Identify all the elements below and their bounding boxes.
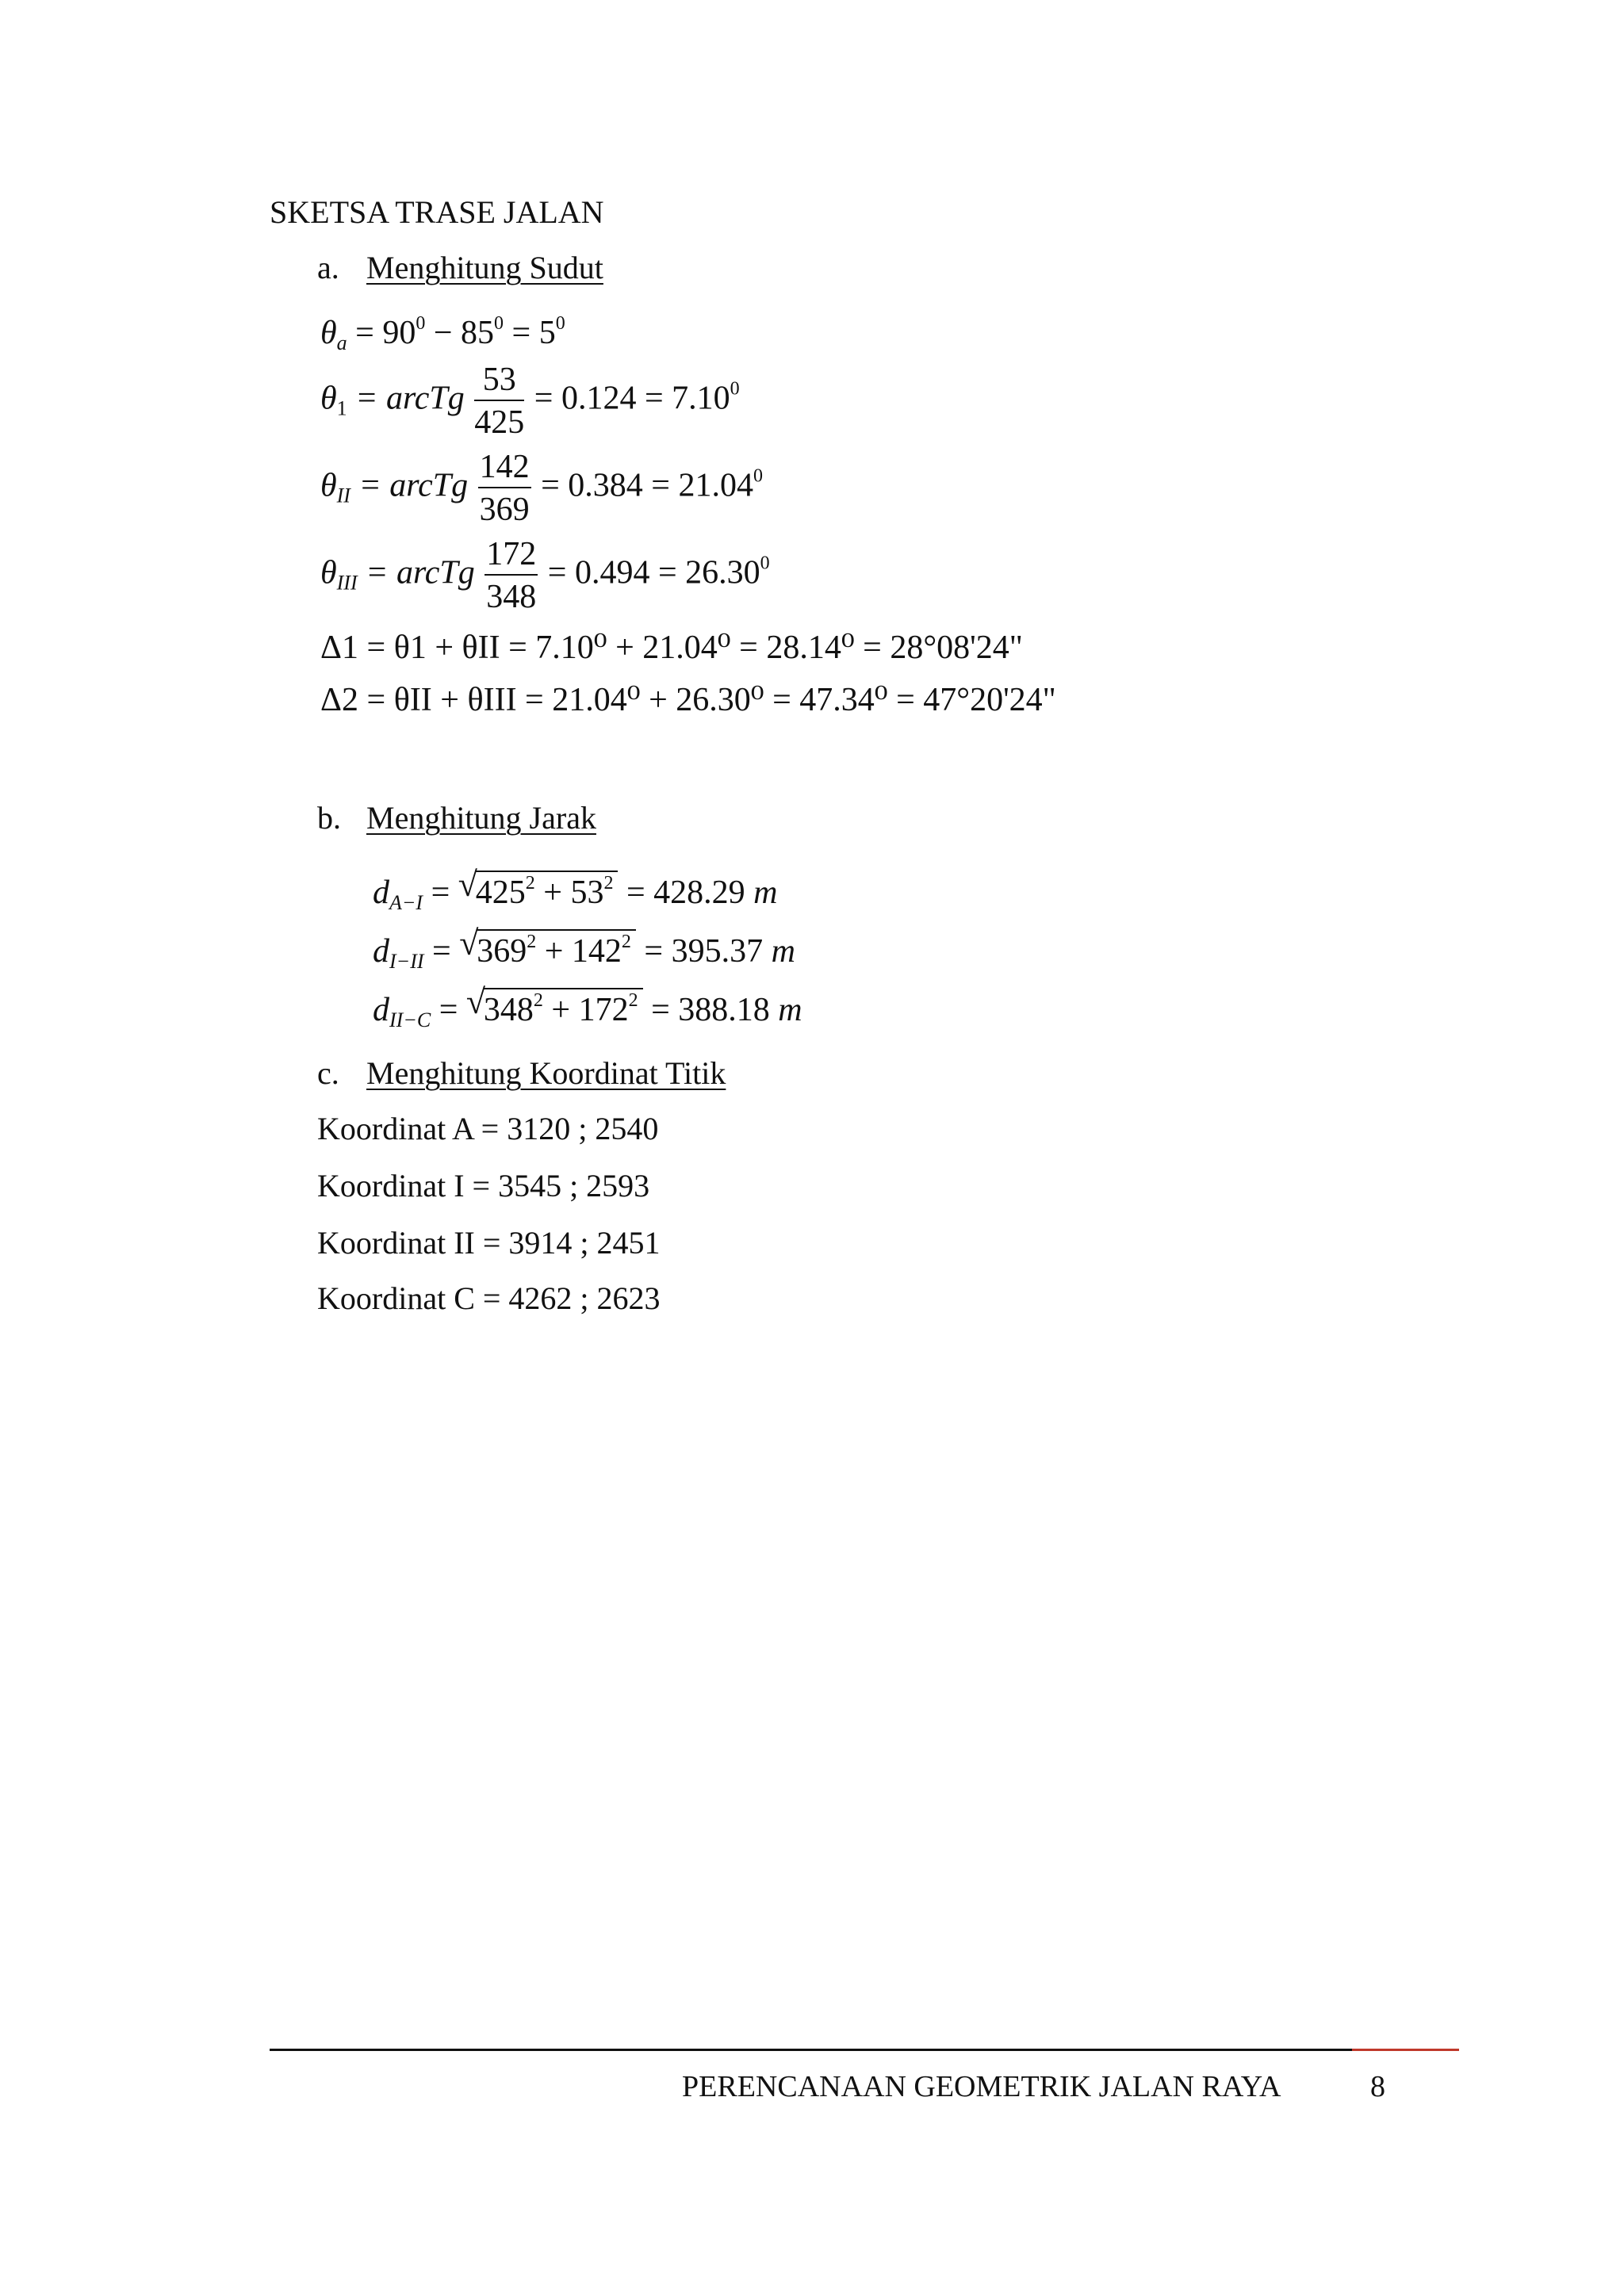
fraction-denominator: 369 <box>479 492 530 528</box>
theta-symbol: θ <box>320 380 337 417</box>
fraction-numerator: 172 <box>485 538 538 576</box>
theta-symbol: θ <box>320 315 337 351</box>
equation-theta-a: $\theta_a = 90^0 - 85^0 = 5^0$ <box>320 313 565 354</box>
distance-row: $d_{I-II}$ = √ $369^2 + 142^2 = 395.37$ m <box>373 924 795 973</box>
page-heading: SKETSA TRASE JALAN <box>270 194 604 230</box>
fraction-denominator: 348 <box>486 579 537 615</box>
theta-1-result: = 0.124 = 7.10 <box>534 380 730 417</box>
section-c-title: Menghitung Koordinat Titik <box>366 1055 726 1091</box>
coordinate-line: Koordinat C = 4262 ; 2623 <box>317 1280 661 1316</box>
square-root: √ $369^2 + 142^2$ <box>459 929 636 968</box>
distance-unit: m <box>778 992 802 1028</box>
theta-2-result: = 0.384 = 21.04 <box>541 467 753 504</box>
distance-subscript: A−I <box>389 891 423 914</box>
equation-theta-2: $\theta_{II}$ = arcTg $\frac{142}{369}$ = $0.384 = 21.04^0$ <box>320 449 763 528</box>
theta-a-subscript: a <box>336 331 347 354</box>
theta-1-subscript: 1 <box>336 396 347 420</box>
fraction-theta-3 <box>485 538 538 614</box>
arctg-function: = arcTg <box>366 554 475 591</box>
distance-result: = 388.18 <box>651 992 770 1028</box>
distance-unit: m <box>753 874 778 911</box>
distance-symbol: d <box>373 874 389 911</box>
footer-rule <box>270 2049 1459 2051</box>
fraction-theta-1 <box>474 363 524 439</box>
theta-symbol: θ <box>320 467 337 504</box>
distance-unit: m <box>771 933 795 970</box>
coordinate-line: Koordinat A = 3120 ; 2540 <box>317 1111 659 1146</box>
fraction-denominator: 425 <box>474 404 525 441</box>
distance-result: = 395.37 <box>644 933 764 970</box>
equation-theta-1: $\theta_1$ = arcTg $\frac{53}{425}$ = $0.124 = 7.10^0$ <box>320 362 740 441</box>
footer-accent-rule <box>1352 2049 1459 2051</box>
equation-delta-1: Δ1 = θ1 + θII = 7.10⁰ + 21.04⁰ = 28.14⁰ = 28°08'24" <box>320 629 1023 666</box>
section-a-title: Menghitung Sudut <box>366 250 603 285</box>
fraction-numerator: 53 <box>474 363 524 401</box>
equation-theta-3: $\theta_{III}$ = arcTg $\frac{172}{348}$ = $0.494 = 26.30^0$ <box>320 536 770 615</box>
section-b-title: Menghitung Jarak <box>366 800 596 836</box>
distance-row: $d_{A-I}$ = √ $425^2 + 53^2 = 428.29$ m <box>373 865 778 914</box>
arctg-function: = arcTg <box>355 380 465 417</box>
theta-3-result: = 0.494 = 26.30 <box>547 554 760 591</box>
coordinate-line: Koordinat I = 3545 ; 2593 <box>317 1168 650 1203</box>
distance-result: = 428.29 <box>626 874 745 911</box>
distance-symbol: d <box>373 992 389 1028</box>
fraction-theta-2 <box>478 450 531 526</box>
distance-symbol: d <box>373 933 389 970</box>
theta-3-subscript: III <box>336 571 358 595</box>
distance-subscript: II−C <box>389 1008 431 1031</box>
square-root: √ $348^2 + 172^2$ <box>466 988 643 1027</box>
section-c-marker: c. <box>317 1055 339 1091</box>
section-a-marker: a. <box>317 250 339 285</box>
theta-2-subscript: II <box>336 484 350 507</box>
coordinate-line: Koordinat II = 3914 ; 2451 <box>317 1225 661 1261</box>
equation-delta-2: Δ2 = θII + θIII = 21.04⁰ + 26.30⁰ = 47.34⁰ = 47°20'24" <box>320 682 1056 718</box>
page-number: 8 <box>1370 2070 1385 2103</box>
theta-symbol: θ <box>320 554 337 591</box>
section-b-marker: b. <box>317 800 341 836</box>
distance-subscript: I−II <box>389 950 424 973</box>
arctg-function: = arcTg <box>358 467 469 504</box>
square-root: √ $425^2 + 53^2$ <box>458 871 619 909</box>
distance-row: $d_{II-C}$ = √ $348^2 + 172^2 = 388.18$ m <box>373 982 802 1031</box>
footer-title: PERENCANAAN GEOMETRIK JALAN RAYA <box>682 2070 1281 2103</box>
fraction-numerator: 142 <box>478 450 531 488</box>
